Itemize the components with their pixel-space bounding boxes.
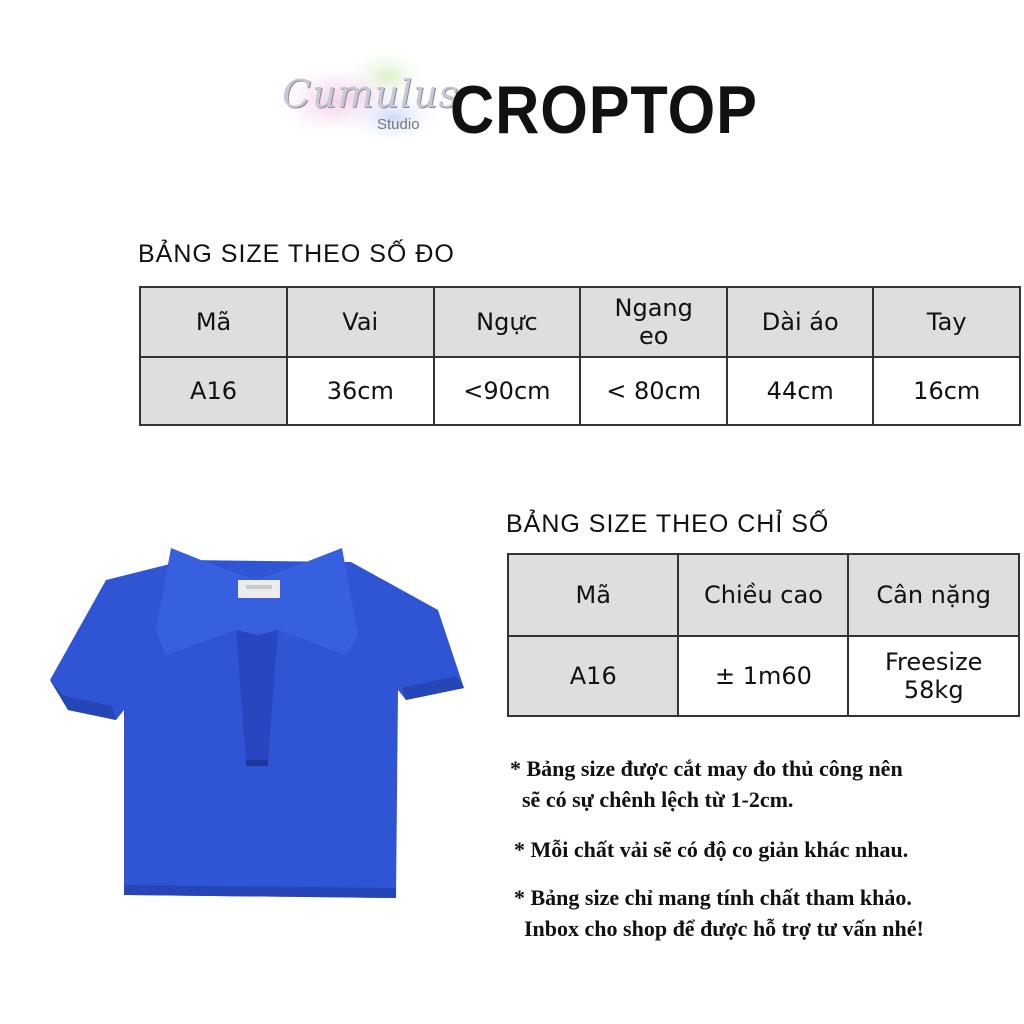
logo-sub: Studio xyxy=(377,116,420,133)
table-header-row xyxy=(508,554,1019,636)
table-header-row xyxy=(140,287,1020,357)
cell-ma: A16 xyxy=(140,357,287,425)
header-cell-ma: Mã xyxy=(140,287,287,357)
cell-dai-ao: 44cm xyxy=(727,357,873,425)
cell-tay: 16cm xyxy=(873,357,1020,425)
cell-freesize: Freesize xyxy=(884,648,983,676)
header-cell-ngang-eo xyxy=(580,287,727,357)
note-tailoring xyxy=(510,753,903,815)
measure-table-title: BẢNG SIZE THEO SỐ ĐO xyxy=(138,240,455,268)
note-reference xyxy=(514,882,924,944)
header-cell-ma: Mã xyxy=(508,554,678,636)
header-cell-nguc: Ngực xyxy=(434,287,581,357)
header-cell-chieu-cao: Chiều cao xyxy=(678,554,848,636)
header-eo-line2: eo xyxy=(638,322,669,350)
header-cell-can-nang: Cân nặng xyxy=(848,554,1019,636)
header-eo-line1: Ngang xyxy=(614,294,693,322)
note-fabric: * Mỗi chất vải sẽ có độ co giản khác nhau. xyxy=(514,837,909,862)
cell-nguc: <90cm xyxy=(434,357,581,425)
cell-ma: A16 xyxy=(508,636,678,716)
table-row xyxy=(508,636,1019,716)
blue-croptop-shirt-image xyxy=(46,540,471,905)
cell-vai: 36cm xyxy=(287,357,433,425)
cell-chieu-cao: ± 1m60 xyxy=(678,636,848,716)
table-row xyxy=(140,357,1020,425)
index-table-title: BẢNG SIZE THEO CHỈ SỐ xyxy=(506,510,830,538)
note-line: Inbox cho shop để được hỗ trợ tư vấn nhé! xyxy=(524,916,924,941)
header-cell-tay: Tay xyxy=(873,287,1020,357)
header-cell-dai-ao: Dài áo xyxy=(727,287,873,357)
header-cell-vai: Vai xyxy=(287,287,433,357)
page-title: CROPTOP xyxy=(450,72,758,148)
measure-table xyxy=(139,286,1021,426)
cell-can-nang xyxy=(848,636,1019,716)
logo-name: Cumulus xyxy=(282,72,460,116)
cell-weight: 58kg xyxy=(903,676,964,704)
note-line: sẽ có sự chênh lệch từ 1-2cm. xyxy=(522,787,794,812)
index-table xyxy=(507,553,1020,717)
brand-logo xyxy=(272,42,460,147)
note-line: * Bảng size được cắt may đo thủ công nên xyxy=(510,756,903,781)
note-line: * Bảng size chỉ mang tính chất tham khảo. xyxy=(514,885,912,910)
cell-ngang-eo: < 80cm xyxy=(580,357,727,425)
